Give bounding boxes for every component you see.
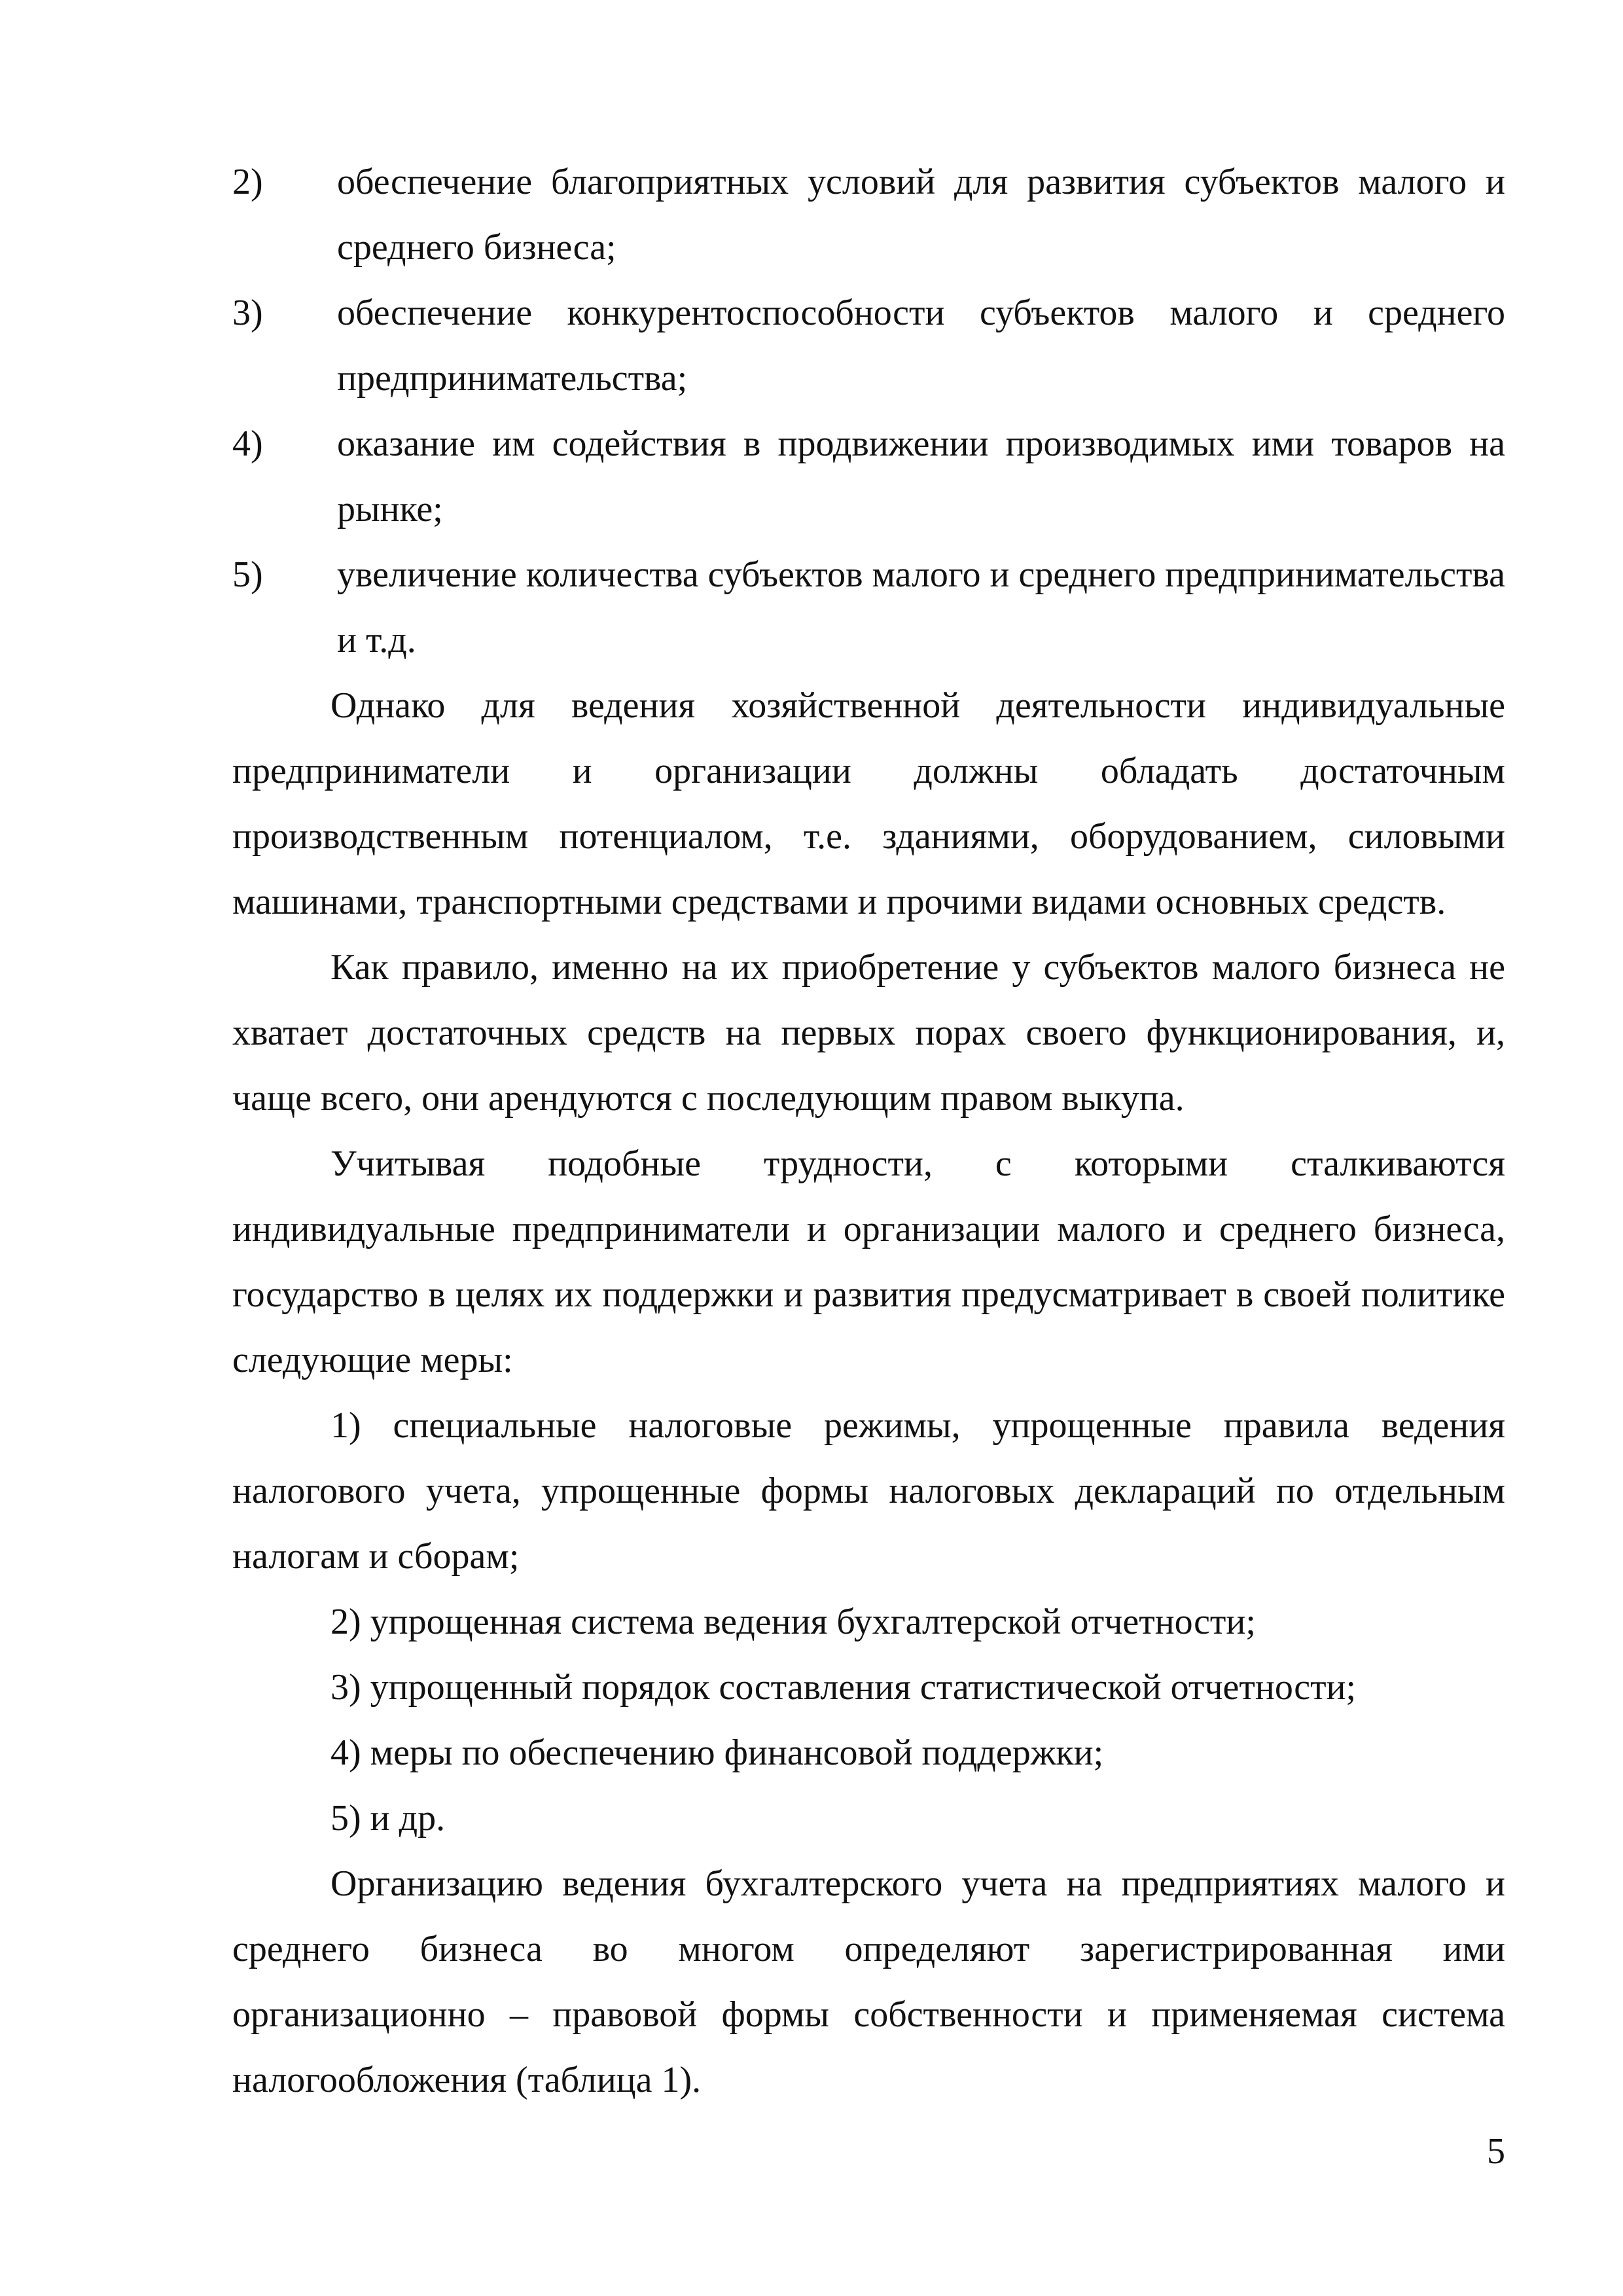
list-item-text: обеспечение конкурентоспособности субъектов малого и среднего предпринимательства; xyxy=(337,293,1505,399)
paragraph-acquisition: Как правило, именно на их приобретение у субъектов малого бизнеса не хватает достаточных средств на первых порах своего функционирования, и, чаще всего, они арендуются с последующим правом выкупа. xyxy=(232,947,1505,1119)
list-item xyxy=(232,280,1505,411)
measure-item: 2) упрощенная система ведения бухгалтерской отчетности; xyxy=(330,1602,1256,1642)
list-item xyxy=(232,542,1505,673)
page-number: 5 xyxy=(1487,2131,1505,2172)
list-item xyxy=(232,411,1505,542)
measure-item: 1) специальные налоговые режимы, упрощенные правила ведения налогового учета, упрощенные формы налоговых деклараций по отдельным налогам и сборам; xyxy=(232,1405,1505,1577)
body-text xyxy=(232,149,1505,2113)
list-item-number: 5) xyxy=(232,554,263,595)
list-item-number: 3) xyxy=(232,293,263,333)
list-item xyxy=(232,149,1505,280)
measure-item: 3) упрощенный порядок составления статистической отчетности; xyxy=(330,1667,1357,1708)
paragraph-state-measures: Учитывая подобные трудности, с которыми сталкиваются индивидуальные предприниматели и организации малого и среднего бизнеса, государство в целях их поддержки и развития предусматривает в своей политике следующие меры: xyxy=(232,1143,1505,1380)
list-item-number: 2) xyxy=(232,162,263,202)
list-item-text: увеличение количества субъектов малого и среднего предпринимательства и т.д. xyxy=(337,554,1505,660)
list-item-text: оказание им содействия в продвижении производимых ими товаров на рынке; xyxy=(337,423,1505,529)
list-item-number: 4) xyxy=(232,423,263,464)
paragraph-accounting-organization: Организацию ведения бухгалтерского учета на предприятиях малого и среднего бизнеса во многом определяют зарегистрированная ими организационно – правовой формы собственности и применяемая система налогообложения (таблица 1). xyxy=(232,1863,1505,2100)
list-item-text: обеспечение благоприятных условий для развития субъектов малого и среднего бизнеса; xyxy=(337,162,1505,268)
paragraph-production-potential: Однако для ведения хозяйственной деятельности индивидуальные предприниматели и организации должны обладать достаточным производственным потенциалом, т.е. зданиями, оборудованием, силовыми машинами, транспортными средствами и прочими видами основных средств. xyxy=(232,685,1505,922)
measure-item: 4) меры по обеспечению финансовой поддержки; xyxy=(330,1732,1104,1773)
measure-item: 5) и др. xyxy=(330,1798,446,1839)
